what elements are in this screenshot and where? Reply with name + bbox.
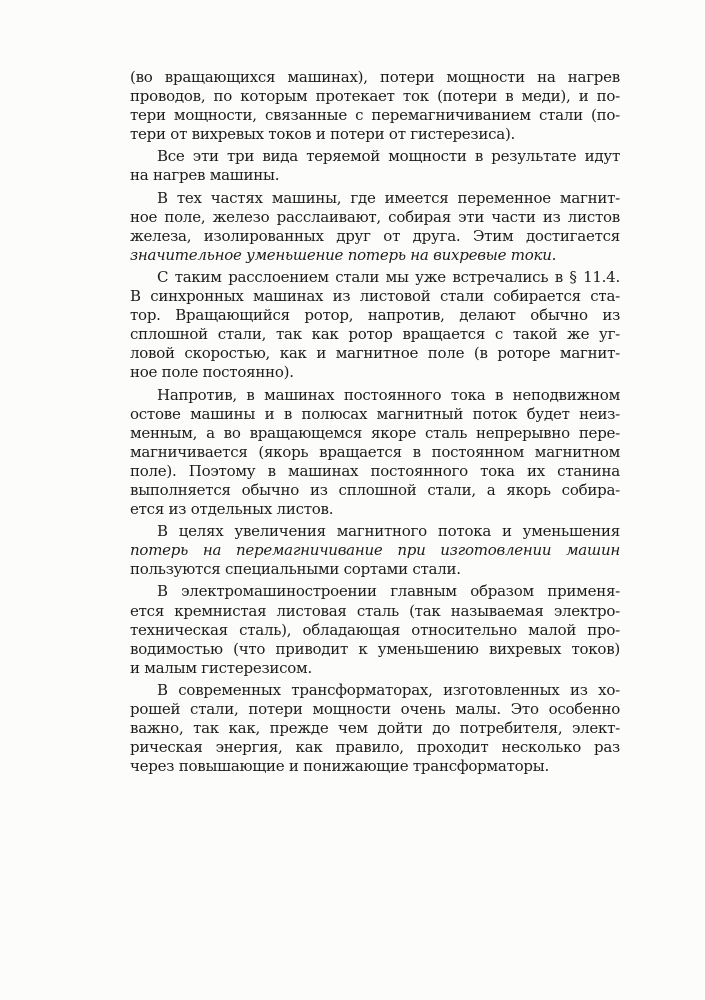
text-line: пользуются специальными сортами стали. <box>130 560 461 579</box>
text-line: ется кремнистая листовая сталь (так называемая электро- <box>130 601 620 620</box>
text-line: ловой скоростью, как и магнитное поле (в роторе магнит- <box>130 344 620 363</box>
body-text <box>130 68 620 776</box>
text-line: магничивается (якорь вращается в постоянном магнитном <box>130 442 620 461</box>
text-line: тор. Вращающийся ротор, напротив, делают обычно из <box>130 306 620 325</box>
text-line: Напротив, в машинах постоянного тока в неподвижном <box>157 385 620 404</box>
text-line: водимостью (что приводит к уменьшению вихревых токов) <box>130 639 620 658</box>
text-line: ное поле постоянно). <box>130 363 294 382</box>
text-line: В синхронных машинах из листовой стали собирается ста- <box>130 287 620 306</box>
text-line: менным, а во вращающемся якоре сталь непрерывно пере- <box>130 423 620 442</box>
text-line: техническая сталь), обладающая относительно малой про- <box>130 620 620 639</box>
text-line: потерь на перемагничивание при изготовлении машин <box>130 541 620 560</box>
text-line: тери мощности, связанные с перемагничиванием стали (по- <box>130 106 620 125</box>
text-line: через повышающие и понижающие трансформаторы. <box>130 757 549 776</box>
text-line: проводов, по которым протекает ток (потери в меди), и по- <box>130 87 620 106</box>
text-line: В электромашиностроении главным образом применя- <box>157 582 620 601</box>
text-line: В современных трансформаторах, изготовленных из хо- <box>157 680 620 699</box>
text-line: поле). Поэтому в машинах постоянного тока их станина <box>130 461 620 480</box>
text-line: В тех частях машины, где имеется переменное магнит- <box>157 188 620 207</box>
text-line: выполняется обычно из сплошной стали, а якорь собира- <box>130 480 620 499</box>
text-line: тери от вихревых токов и потери от гистерезиса). <box>130 125 516 144</box>
text-line: рическая энергия, как правило, проходит несколько раз <box>130 738 620 757</box>
text-line: (во вращающихся машинах), потери мощности на нагрев <box>130 68 620 86</box>
text-line: и малым гистерезисом. <box>130 658 312 677</box>
text-line: Все эти три вида теряемой мощности в результате идут <box>157 147 620 166</box>
text-line: сплошной стали, так как ротор вращается с такой же уг- <box>130 325 620 344</box>
text-line: железа, изолированных друг от друга. Этим достигается <box>130 226 620 245</box>
text-line: В целях увеличения магнитного потока и уменьшения <box>157 522 620 541</box>
text-line: значительное уменьшение потерь на вихревые токи. <box>130 245 557 264</box>
text-line: остове машины и в полюсах магнитный поток будет неиз- <box>130 404 620 423</box>
text-line: важно, так как, прежде чем дойти до потребителя, элект- <box>130 719 620 738</box>
text-line: рошей стали, потери мощности очень малы. Это особенно <box>130 700 620 718</box>
text-line: ется из отдельных листов. <box>130 500 334 519</box>
text-line: С таким расслоением стали мы уже встречались в § 11.4. <box>157 267 620 286</box>
text-line: на нагрев машины. <box>130 166 280 185</box>
text-line: ное поле, железо расслаивают, собирая эти части из листов <box>130 207 620 226</box>
